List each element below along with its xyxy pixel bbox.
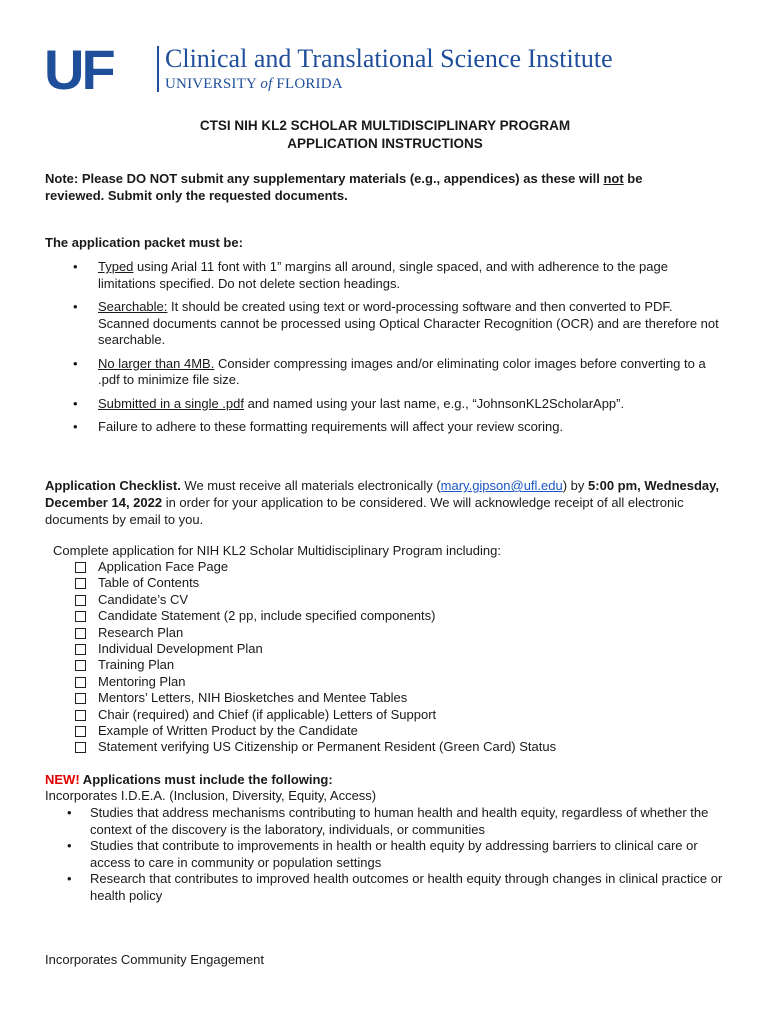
bullet-icon: • bbox=[67, 805, 72, 820]
new-requirements-heading: NEW! Applications must include the following: bbox=[45, 772, 333, 787]
list-item: • No larger than 4MB. Consider compressing images and/or eliminating color images before converting to a .pdf to minimize file size. bbox=[73, 355, 706, 387]
institute-name: Clinical and Translational Science Institute bbox=[165, 44, 613, 73]
checklist-item: Research Plan bbox=[75, 625, 556, 641]
checklist-item: Mentoring Plan bbox=[75, 674, 556, 690]
community-engagement-line: Incorporates Community Engagement bbox=[45, 952, 264, 967]
uf-logo-letters: UF bbox=[44, 44, 113, 94]
list-item: • Studies that contribute to improvements in health or health equity by addressing barriers to clinical care or access to care in community or population settings bbox=[67, 838, 698, 870]
document-title-line2: APPLICATION INSTRUCTIONS bbox=[287, 136, 483, 151]
list-item: • Studies that address mechanisms contributing to human health and health equity, regardless of whether the context of the discovery is the laboratory, individuals, or communities bbox=[67, 805, 709, 837]
checkbox[interactable] bbox=[75, 644, 86, 655]
list-item: • Searchable: It should be created using text or word-processing software and then converted to PDF. Scanned documents cannot be processed using Optical Character Recognition (OCR) and are therefore not searchable. bbox=[73, 299, 719, 347]
checklist-item: Mentors’ Letters, NIH Biosketches and Mentee Tables bbox=[75, 690, 556, 706]
bullet-icon: • bbox=[73, 395, 78, 411]
complete-application-heading: Complete application for NIH KL2 Scholar Multidisciplinary Program including: bbox=[53, 543, 501, 558]
checklist-item: Application Face Page bbox=[75, 559, 556, 575]
checkbox[interactable] bbox=[75, 693, 86, 704]
checklist-item: Example of Written Product by the Candidate bbox=[75, 723, 556, 739]
checkbox[interactable] bbox=[75, 562, 86, 573]
contact-email-link[interactable]: mary.gipson@ufl.edu bbox=[440, 478, 563, 493]
checklist-item: Candidate Statement (2 pp, include specified components) bbox=[75, 608, 556, 624]
list-item: • Research that contributes to improved health outcomes or health equity through changes in clinical practice or health policy bbox=[67, 871, 723, 903]
checklist-item: Table of Contents bbox=[75, 575, 556, 591]
checklist-item: Statement verifying US Citizenship or Permanent Resident (Green Card) Status bbox=[75, 739, 556, 755]
checklist-item: Individual Development Plan bbox=[75, 641, 556, 657]
checkbox[interactable] bbox=[75, 660, 86, 671]
checkbox[interactable] bbox=[75, 677, 86, 688]
checkbox[interactable] bbox=[75, 710, 86, 721]
checklist-item: Candidate’s CV bbox=[75, 592, 556, 608]
packet-heading: The application packet must be: bbox=[45, 235, 243, 250]
idea-line: Incorporates I.D.E.A. (Inclusion, Diversity, Equity, Access) bbox=[45, 788, 377, 803]
packet-requirements-list bbox=[70, 259, 720, 443]
new-flag: NEW! bbox=[45, 772, 80, 787]
application-checklist bbox=[75, 559, 556, 756]
checkbox[interactable] bbox=[75, 578, 86, 589]
checkbox[interactable] bbox=[75, 726, 86, 737]
bullet-icon: • bbox=[67, 838, 72, 853]
list-item: • Typed using Arial 11 font with 1” margins all around, single spaced, and with adherence to the page limitations specified. Do not delete section headings. bbox=[73, 259, 668, 291]
checklist-item: Chair (required) and Chief (if applicable) Letters of Support bbox=[75, 707, 556, 723]
note-paragraph: Note: Please DO NOT submit any supplementary materials (e.g., appendices) as these will not be reviewed. Submit only the requested documents. bbox=[45, 171, 643, 203]
uf-logo-mark bbox=[44, 44, 114, 94]
ctsi-logo bbox=[44, 44, 644, 96]
bullet-icon: • bbox=[67, 871, 72, 886]
checkbox[interactable] bbox=[75, 611, 86, 622]
list-item: • Failure to adhere to these formatting requirements will affect your review scoring. bbox=[73, 419, 564, 434]
bullet-icon: • bbox=[73, 355, 78, 371]
checkbox[interactable] bbox=[75, 742, 86, 753]
checklist-item: Training Plan bbox=[75, 657, 556, 673]
university-name: UNIVERSITY of FLORIDA bbox=[165, 76, 343, 92]
bullet-icon: • bbox=[73, 259, 78, 274]
list-item: • Submitted in a single .pdf and named using your last name, e.g., “JohnsonKL2ScholarApp”. bbox=[73, 395, 625, 411]
bullet-icon: • bbox=[73, 299, 78, 314]
bullet-icon: • bbox=[73, 419, 78, 434]
checkbox[interactable] bbox=[75, 595, 86, 606]
logo-divider bbox=[157, 46, 159, 92]
checkbox[interactable] bbox=[75, 628, 86, 639]
checklist-intro: Application Checklist. We must receive all materials electronically (mary.gipson@ufl.edu) by 5:00 pm, Wednesday, December 14, 2022 in order for your application to be considered. We will acknowledge receipt of all electronic documents by email to you. bbox=[45, 478, 720, 527]
idea-list bbox=[64, 805, 734, 904]
document-title-line1: CTSI NIH KL2 SCHOLAR MULTIDISCIPLINARY PROGRAM bbox=[199, 118, 571, 133]
